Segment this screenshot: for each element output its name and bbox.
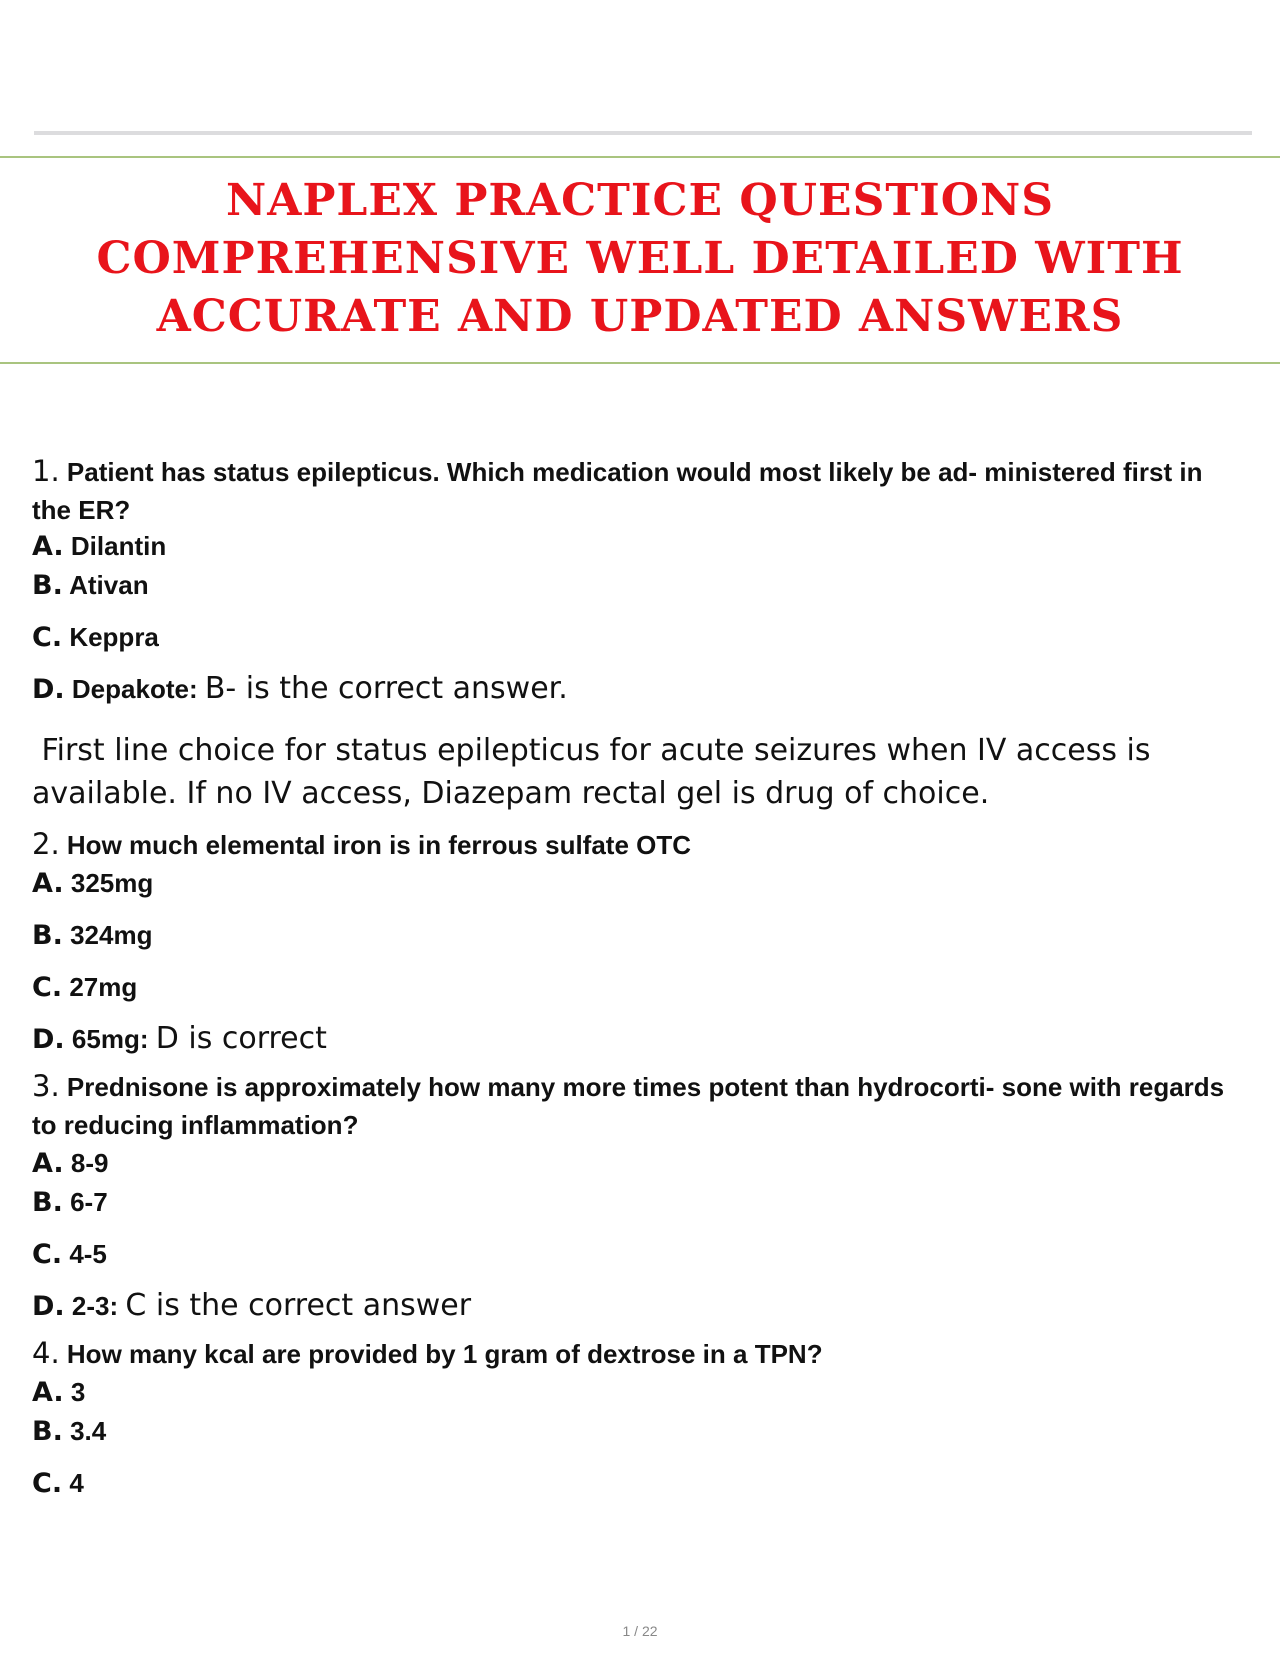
option-d [32, 1287, 1232, 1326]
option-text: 325mg [70, 868, 154, 898]
option-text: 3.4 [70, 1416, 107, 1446]
option-text: 27mg [69, 972, 138, 1002]
option-b [32, 916, 1232, 955]
option-text: 4 [69, 1468, 84, 1498]
option-letter: B. [32, 920, 63, 951]
option-text: 65mg: [71, 1024, 149, 1054]
option-text: 3 [70, 1377, 86, 1407]
question-text: Prednisone is approximately how many more times potent than hydrocorti- sone with regards to reducing inflammation? [32, 1072, 1225, 1140]
option-d [32, 1020, 1232, 1059]
option-a [32, 1373, 1232, 1412]
question-text: Patient has status epilepticus. Which medication would most likely be ad- ministered first in the ER? [32, 457, 1203, 525]
option-c [32, 618, 1232, 657]
option-letter: A. [32, 1148, 64, 1179]
question-number: 2. [32, 827, 60, 861]
option-text: 8-9 [70, 1148, 109, 1178]
question-number: 1. [32, 454, 60, 488]
question-2 [32, 825, 1232, 1059]
option-b [32, 566, 1232, 605]
title-top-rule [0, 156, 1280, 158]
option-letter: B. [32, 1416, 63, 1447]
option-d [32, 670, 1232, 709]
question-4 [32, 1334, 1232, 1503]
question-number: 3. [32, 1069, 60, 1103]
option-text: 2-3: [71, 1291, 119, 1321]
option-letter: C. [32, 972, 63, 1003]
option-text: Keppra [69, 622, 159, 652]
option-letter: D. [32, 1024, 65, 1055]
question-3 [32, 1067, 1232, 1326]
option-c [32, 1464, 1232, 1503]
question-stem [32, 452, 1232, 529]
question-list [32, 452, 1232, 1516]
option-letter: C. [32, 1468, 63, 1499]
option-text: 324mg [70, 920, 153, 950]
option-text: 4-5 [69, 1239, 107, 1269]
option-a [32, 527, 1232, 566]
option-letter: C. [32, 622, 63, 653]
document-title: NAPLEX PRACTICE QUESTIONS COMPREHENSIVE WELL DETAILED WITH ACCURATE AND UPDATED ANSWERS [96, 175, 1184, 342]
option-letter: A. [32, 531, 64, 562]
option-letter: A. [32, 868, 64, 899]
question-text: How much elemental iron is in ferrous sulfate OTC [66, 830, 692, 860]
answer-text: C is the correct answer [125, 1288, 472, 1323]
option-text: Ativan [69, 570, 149, 600]
answer-text: D is correct [155, 1021, 327, 1056]
question-1 [32, 452, 1232, 815]
question-number: 4. [32, 1336, 60, 1370]
option-a [32, 1144, 1232, 1183]
option-letter: C. [32, 1239, 63, 1270]
option-a [32, 864, 1232, 903]
explanation: First line choice for status epilepticus for acute seizures when IV access is available. If no IV access, Diazepam rectal gel is drug of choice. [32, 733, 1161, 811]
header-divider [34, 131, 1252, 135]
option-letter: B. [32, 1187, 63, 1218]
option-b [32, 1412, 1232, 1451]
option-b [32, 1183, 1232, 1222]
option-text: 6-7 [70, 1187, 108, 1217]
page-indicator: 1 / 22 [622, 1623, 658, 1639]
title-bottom-rule [0, 362, 1280, 364]
question-text: How many kcal are provided by 1 gram of dextrose in a TPN? [66, 1339, 823, 1369]
option-c [32, 968, 1232, 1007]
option-letter: D. [32, 1291, 65, 1322]
answer-text: B- is the correct answer. [204, 671, 568, 706]
option-c [32, 1235, 1232, 1274]
option-letter: D. [32, 674, 65, 705]
option-text: Dilantin [70, 531, 167, 561]
option-text: Depakote: [71, 674, 198, 704]
option-letter: B. [32, 570, 63, 601]
question-stem [32, 1334, 1232, 1373]
option-letter: A. [32, 1377, 64, 1408]
question-stem [32, 1067, 1232, 1144]
question-stem [32, 825, 1232, 864]
